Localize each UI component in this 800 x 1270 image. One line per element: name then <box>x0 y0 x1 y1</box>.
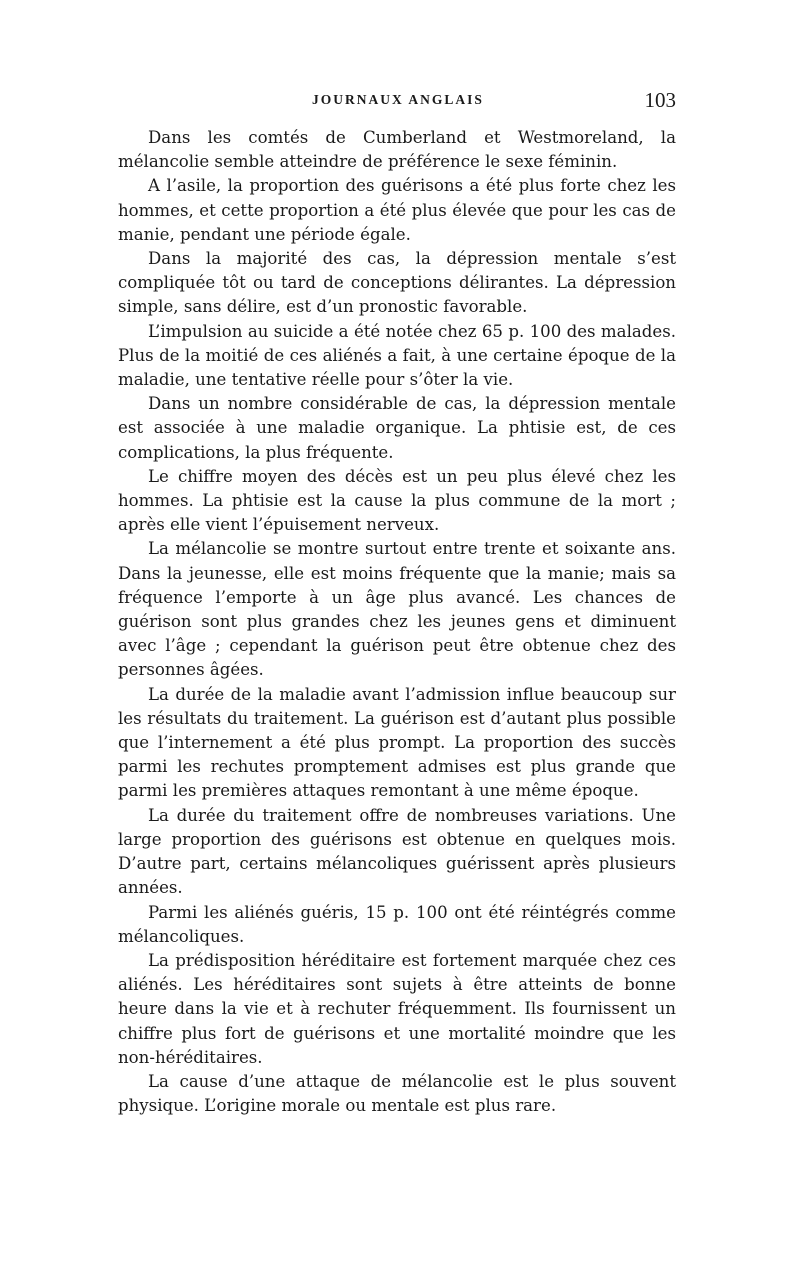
paragraph: Parmi les aliénés guéris, 15 p. 100 ont été réintégrés comme mélancoliques. <box>118 902 676 946</box>
paragraph: L’impulsion au suicide a été notée chez 65 p. 100 des malades. Plus de la moitié de ces aliénés a fait, à une certaine époque de la maladie, une tentative réelle pour s’ôter la vie. <box>118 321 676 390</box>
running-head <box>120 90 676 116</box>
paragraph: Dans les comtés de Cumberland et Westmoreland, la mélancolie semble atteindre de préférence le sexe féminin. <box>118 128 676 172</box>
paragraph: Dans un nombre considérable de cas, la dépression mentale est associée à une maladie organique. La phtisie est, de ces complications, la plus fréquente. <box>118 394 676 462</box>
paragraph: Dans la majorité des cas, la dépression mentale s’est compliquée tôt ou tard de conceptions délirantes. La dépression simple, sans délire, est d’un pronostic favorable. <box>118 249 676 317</box>
paragraph: La cause d’une attaque de mélancolie est le plus souvent physique. L’origine morale ou mentale est plus rare. <box>118 1071 676 1116</box>
page-number: 103 <box>644 88 676 112</box>
paragraph: Le chiffre moyen des décès est un peu plus élevé chez les hommes. La phtisie est la cause la plus commune de la mort ; après elle vient l’épuisement nerveux. <box>118 466 676 535</box>
paragraph: La prédisposition héréditaire est fortement marquée chez ces aliénés. Les héréditaires sont sujets à être atteints de bonne heure dans la vie et à rechuter fréquemment. Ils fournissent un chiffre plus fort de guérisons et une mortalité moindre que les non-héréditaires. <box>118 950 676 1067</box>
body-text <box>118 126 676 1118</box>
paragraph: La mélancolie se montre surtout entre trente et soixante ans. Dans la jeunesse, elle est moins fréquente que la manie; mais sa fréquence l’emporte à un âge plus avancé. Les chances de guérison sont plus grandes chez les jeunes gens et diminuent avec l’âge ; cependant la guérison peut être obtenue chez des personnes âgées. <box>118 539 676 680</box>
paragraph: La durée du traitement offre de nombreuses variations. Une large proportion des guérisons est obtenue en quelques mois. D’autre part, certains mélancoliques guérissent après plusieurs années. <box>118 805 676 898</box>
paragraph: A l’asile, la proportion des guérisons a été plus forte chez les hommes, et cette proportion a été plus élevée que pour les cas de manie, pendant une période égale. <box>118 176 676 244</box>
running-title: JOURNAUX ANGLAIS <box>312 92 484 107</box>
paragraph: La durée de la maladie avant l’admission influe beaucoup sur les résultats du traitement. La guérison est d’autant plus possible que l’internement a été plus prompt. La proportion des succès parmi les rechutes promptement admises est plus grande que parmi les premières attaques remontant à une même époque. <box>118 684 676 801</box>
